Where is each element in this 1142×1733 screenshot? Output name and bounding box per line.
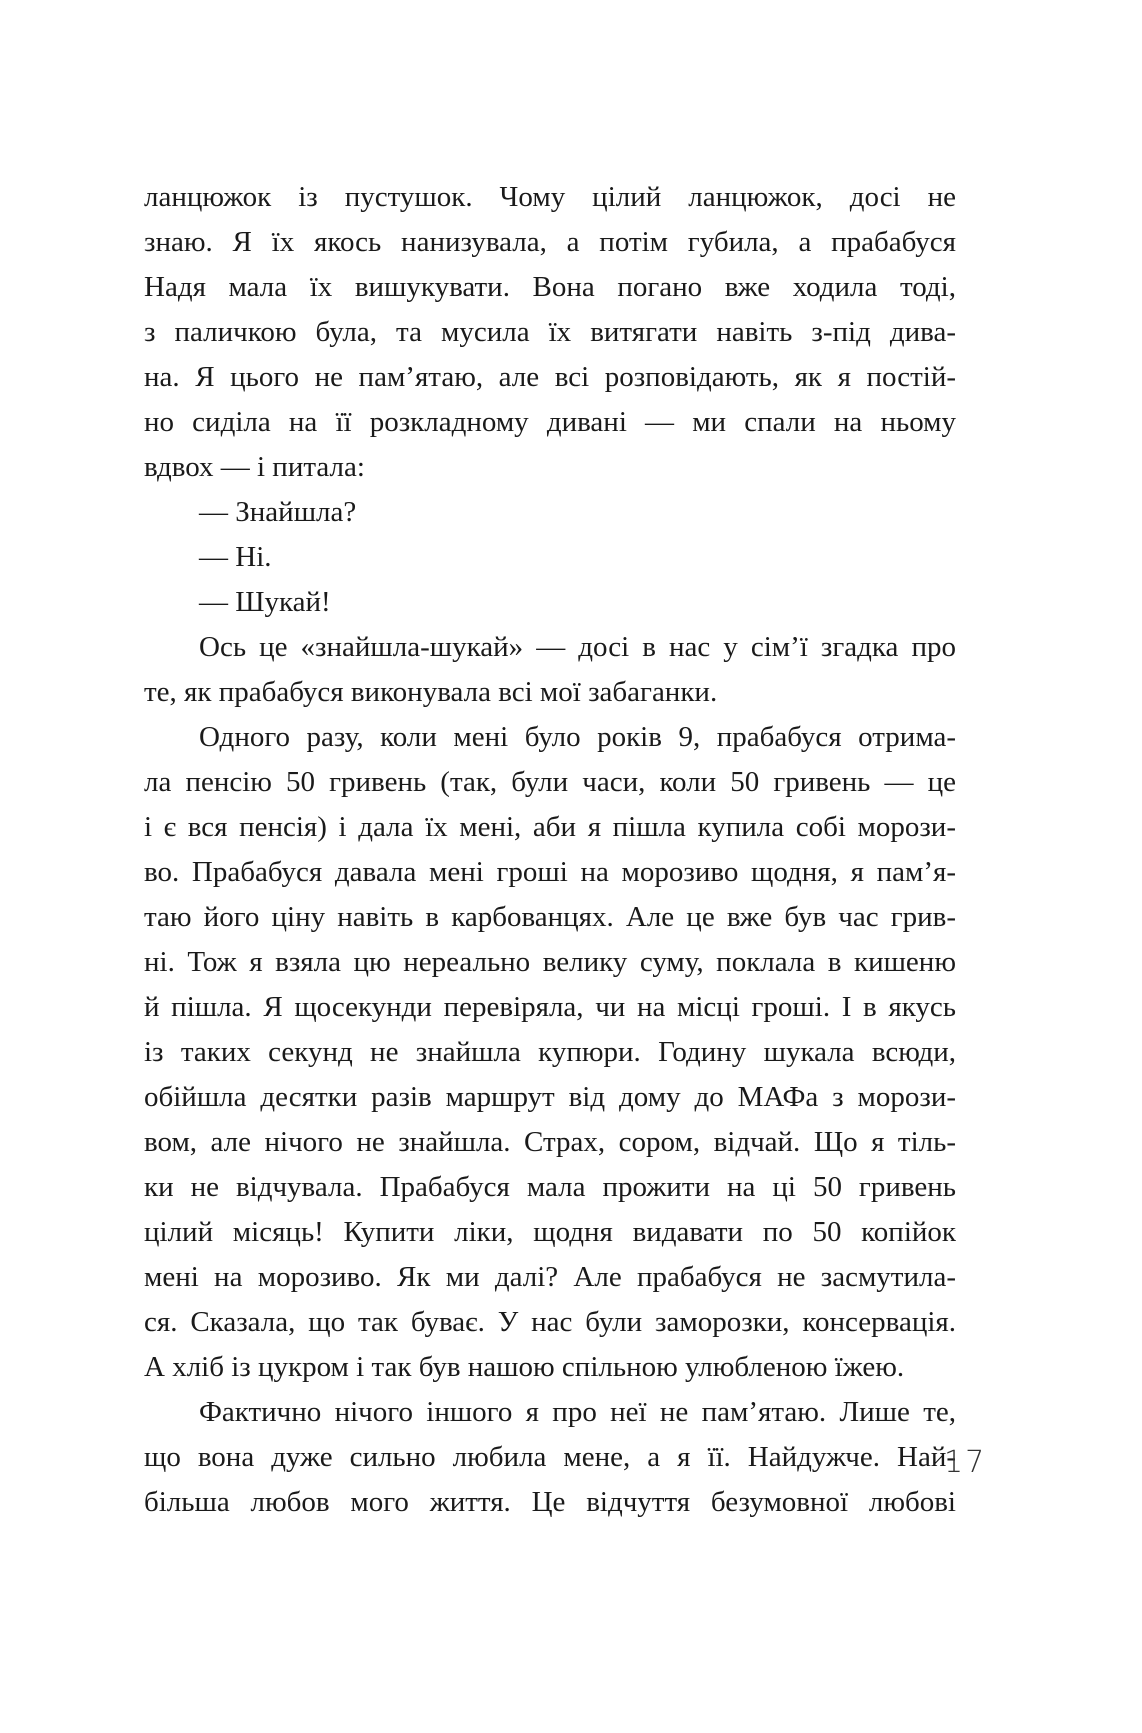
text-line: на. Я цього не пам’ятаю, але всі розповідають, як я постій- — [144, 361, 956, 393]
text-line: мені на морозиво. Як ми далі? Але прабабуся не засмутила- — [144, 1261, 956, 1293]
text-line: ла пенсію 50 гривень (так, були часи, коли 50 гривень — це — [144, 766, 956, 798]
text-line: обійшла десятки разів маршрут від дому до МАФа з морози- — [144, 1081, 956, 1113]
text-line: таю його ціну навіть в карбованцях. Але це вже був час грив- — [144, 901, 956, 933]
dialogue-line: — Шукай! — [199, 586, 331, 618]
text-line: цілий місяць! Купити ліки, щодня видавати по 50 копійок — [144, 1216, 956, 1248]
page-number: 17 — [944, 1445, 987, 1480]
dialogue-line: — Ні. — [199, 541, 272, 573]
paragraph-first-line: Ось це «знайшла-шукай» — досі в нас у сім’ї згадка про — [199, 631, 956, 663]
text-line: вом, але нічого не знайшла. Страх, сором, відчай. Що я тіль- — [144, 1126, 956, 1158]
text-line: ні. Тож я взяла цю нереально велику суму, поклала в кишеню — [144, 946, 956, 978]
paragraph-first-line: Одного разу, коли мені було років 9, прабабуся отрима- — [199, 721, 956, 753]
text-line: Надя мала їх вишукувати. Вона погано вже ходила тоді, — [144, 271, 956, 303]
text-line: ки не відчувала. Прабабуся мала прожити на ці 50 гривень — [144, 1171, 956, 1203]
text-line: А хліб із цукром і так був нашою спільною улюбленою їжею. — [144, 1351, 905, 1383]
text-line: із таких секунд не знайшла купюри. Годину шукала всюди, — [144, 1036, 956, 1068]
text-line: і є вся пенсія) і дала їх мені, аби я пішла купила собі морози- — [144, 811, 956, 843]
text-line: во. Прабабуся давала мені гроші на морозиво щодня, я пам’я- — [144, 856, 956, 888]
paragraph-first-line: Фактично нічого іншого я про неї не пам’ятаю. Лише те, — [199, 1396, 956, 1428]
text-line: ланцюжок із пустушок. Чому цілий ланцюжок, досі не — [144, 181, 956, 213]
text-line: ся. Сказала, що так буває. У нас були заморозки, консервація. — [144, 1306, 956, 1338]
text-line: те, як прабабуся виконувала всі мої забаганки. — [144, 676, 718, 708]
text-line: но сиділа на її розкладному дивані — ми спали на ньому — [144, 406, 956, 438]
text-line: вдвох — і питала: — [144, 451, 365, 483]
text-line: з паличкою була, та мусила їх витягати навіть з-під дива- — [144, 316, 956, 348]
text-line: що вона дуже сильно любила мене, а я її. Найдужче. Най- — [144, 1441, 956, 1473]
text-line: й пішла. Я щосекунди перевіряла, чи на місці гроші. І в якусь — [144, 991, 956, 1023]
text-line: знаю. Я їх якось нанизувала, а потім губила, а прабабуся — [144, 226, 956, 258]
body-text — [144, 175, 956, 1525]
text-line: більша любов мого життя. Це відчуття безумовної любові — [144, 1486, 956, 1518]
dialogue-line: — Знайшла? — [199, 496, 357, 528]
